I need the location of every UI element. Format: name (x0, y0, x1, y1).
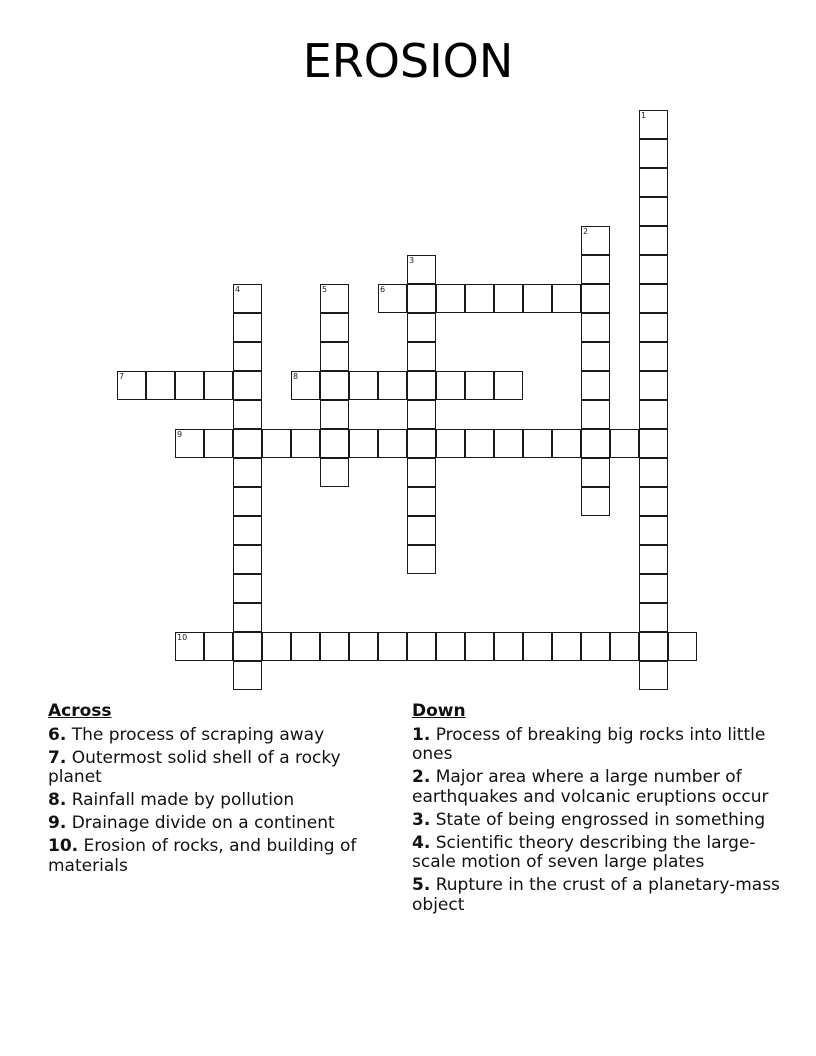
grid-cell[interactable] (639, 284, 668, 313)
grid-cell[interactable] (639, 458, 668, 487)
clue-number: 2. (412, 767, 431, 787)
grid-cell[interactable] (407, 516, 436, 545)
clue-across-10 (48, 837, 393, 876)
grid-cell[interactable] (407, 400, 436, 429)
clue-text: The process of scraping away (71, 724, 325, 745)
puzzle-title: EROSION (302, 34, 514, 88)
grid-cell[interactable] (494, 429, 523, 458)
clue-text: Erosion of rocks, and building of materials (48, 836, 357, 876)
grid-cell[interactable] (494, 632, 523, 661)
clue-down-1 (412, 726, 782, 765)
grid-cell[interactable] (378, 371, 407, 400)
grid-cell[interactable] (581, 429, 610, 458)
grid-cell[interactable] (639, 139, 668, 168)
grid-cell[interactable] (262, 632, 291, 661)
grid-cell[interactable] (639, 545, 668, 574)
clue-text: Rainfall made by pollution (71, 790, 295, 810)
grid-cell[interactable] (233, 284, 262, 313)
across-heading: Across (48, 701, 112, 721)
grid-cell[interactable] (639, 487, 668, 516)
grid-cell[interactable] (552, 284, 581, 313)
grid-cell[interactable] (175, 632, 204, 661)
clue-text: Drainage divide on a continent (71, 813, 335, 833)
grid-cell[interactable] (407, 487, 436, 516)
grid-cell[interactable] (639, 661, 668, 690)
grid-cell[interactable] (639, 313, 668, 342)
grid-cell[interactable] (639, 226, 668, 255)
grid-cell[interactable] (407, 313, 436, 342)
grid-cell[interactable] (581, 255, 610, 284)
clue-down-4 (412, 834, 782, 873)
grid-cell[interactable] (204, 371, 233, 400)
clue-down-2 (412, 768, 782, 807)
cell-number: 5 (322, 285, 328, 294)
clue-down-5 (412, 876, 782, 915)
grid-cell[interactable] (233, 371, 262, 400)
grid-cell[interactable] (407, 371, 436, 400)
clue-text: State of being engrossed in something (435, 809, 766, 830)
cell-number: 6 (380, 285, 386, 294)
grid-cell[interactable] (378, 284, 407, 313)
clue-number: 3. (412, 809, 431, 830)
grid-cell[interactable] (581, 487, 610, 516)
clue-text: Major area where a large number of earthquakes and volcanic eruptions occur (412, 767, 769, 807)
grid-cell[interactable] (494, 371, 523, 400)
grid-cell[interactable] (146, 371, 175, 400)
grid-cell[interactable] (320, 284, 349, 313)
clue-text: Outermost solid shell of a rocky planet (48, 747, 341, 787)
grid-cell[interactable] (378, 429, 407, 458)
grid-cell[interactable] (407, 255, 436, 284)
grid-cell[interactable] (117, 371, 146, 400)
across-clues (48, 702, 393, 880)
grid-cell[interactable] (233, 632, 262, 661)
cell-number: 1 (641, 111, 647, 120)
grid-cell[interactable] (349, 429, 378, 458)
grid-cell[interactable] (639, 603, 668, 632)
grid-cell[interactable] (407, 429, 436, 458)
grid-cell[interactable] (407, 632, 436, 661)
grid-cell[interactable] (465, 371, 494, 400)
grid-cell[interactable] (465, 632, 494, 661)
grid-cell[interactable] (639, 574, 668, 603)
grid-cell[interactable] (639, 400, 668, 429)
grid-cell[interactable] (378, 632, 407, 661)
grid-cell[interactable] (349, 371, 378, 400)
grid-cell[interactable] (581, 371, 610, 400)
grid-cell[interactable] (320, 400, 349, 429)
grid-cell[interactable] (639, 197, 668, 226)
grid-cell[interactable] (320, 458, 349, 487)
clue-text: Scientific theory describing the large-scale motion of seven large plates (412, 832, 756, 872)
grid-cell[interactable] (233, 313, 262, 342)
grid-cell[interactable] (349, 632, 378, 661)
grid-cell[interactable] (436, 371, 465, 400)
grid-cell[interactable] (320, 313, 349, 342)
clue-number: 9. (48, 813, 67, 833)
grid-cell[interactable] (291, 371, 320, 400)
clue-number: 8. (48, 790, 67, 810)
grid-cell[interactable] (552, 429, 581, 458)
grid-cell[interactable] (523, 429, 552, 458)
clue-number: 1. (412, 724, 431, 745)
grid-cell[interactable] (320, 429, 349, 458)
grid-cell[interactable] (407, 458, 436, 487)
grid-cell[interactable] (407, 284, 436, 313)
grid-cell[interactable] (639, 371, 668, 400)
cell-number: 4 (235, 285, 241, 294)
grid-cell[interactable] (639, 255, 668, 284)
grid-cell[interactable] (233, 487, 262, 516)
grid-cell[interactable] (233, 400, 262, 429)
grid-cell[interactable] (233, 429, 262, 458)
clue-number: 7. (48, 747, 67, 768)
clue-across-7 (48, 749, 393, 788)
cell-number: 9 (177, 430, 183, 439)
grid-cell[interactable] (204, 429, 233, 458)
grid-cell[interactable] (407, 545, 436, 574)
grid-cell[interactable] (639, 342, 668, 371)
grid-cell[interactable] (233, 545, 262, 574)
clue-number: 6. (48, 724, 67, 745)
grid-cell[interactable] (233, 603, 262, 632)
cell-number: 7 (119, 372, 125, 381)
grid-cell[interactable] (465, 284, 494, 313)
grid-cell[interactable] (175, 371, 204, 400)
grid-cell[interactable] (407, 342, 436, 371)
grid-cell[interactable] (552, 632, 581, 661)
clue-across-9 (48, 814, 393, 834)
grid-cell[interactable] (639, 168, 668, 197)
grid-cell[interactable] (610, 429, 639, 458)
grid-cell[interactable] (262, 429, 291, 458)
grid-cell[interactable] (494, 284, 523, 313)
cell-number: 8 (293, 372, 299, 381)
down-heading: Down (412, 701, 466, 721)
down-clues (412, 702, 782, 919)
clue-text: Process of breaking big rocks into little ones (412, 724, 766, 764)
grid-cell[interactable] (175, 429, 204, 458)
grid-cell[interactable] (581, 226, 610, 255)
grid-cell[interactable] (581, 342, 610, 371)
clue-number: 5. (412, 875, 431, 895)
grid-cell[interactable] (581, 632, 610, 661)
clue-across-6 (48, 726, 393, 746)
cell-number: 2 (583, 227, 589, 236)
clue-text: Rupture in the crust of a planetary-mass object (412, 875, 780, 915)
clue-across-8 (48, 791, 393, 811)
clue-number: 10. (48, 836, 79, 856)
grid-cell[interactable] (639, 632, 668, 661)
grid-cell[interactable] (233, 342, 262, 371)
grid-cell[interactable] (581, 400, 610, 429)
grid-cell[interactable] (233, 458, 262, 487)
grid-cell[interactable] (610, 632, 639, 661)
clue-down-3 (412, 811, 782, 831)
grid-cell[interactable] (233, 516, 262, 545)
grid-cell[interactable] (320, 342, 349, 371)
grid-cell[interactable] (581, 284, 610, 313)
grid-cell[interactable] (233, 574, 262, 603)
cell-number: 3 (409, 256, 415, 265)
grid-cell[interactable] (639, 429, 668, 458)
grid-cell[interactable] (436, 632, 465, 661)
grid-cell[interactable] (581, 313, 610, 342)
grid-cell[interactable] (204, 632, 233, 661)
grid-cell[interactable] (639, 110, 668, 139)
grid-cell[interactable] (639, 516, 668, 545)
grid-cell[interactable] (436, 284, 465, 313)
grid-cell[interactable] (523, 284, 552, 313)
grid-cell[interactable] (668, 632, 697, 661)
clue-number: 4. (412, 832, 431, 853)
grid-cell[interactable] (465, 429, 494, 458)
grid-cell[interactable] (233, 661, 262, 690)
grid-cell[interactable] (320, 371, 349, 400)
grid-cell[interactable] (291, 429, 320, 458)
cell-number: 10 (177, 633, 188, 642)
grid-cell[interactable] (436, 429, 465, 458)
grid-cell[interactable] (320, 632, 349, 661)
grid-cell[interactable] (523, 632, 552, 661)
grid-cell[interactable] (581, 458, 610, 487)
grid-cell[interactable] (291, 632, 320, 661)
